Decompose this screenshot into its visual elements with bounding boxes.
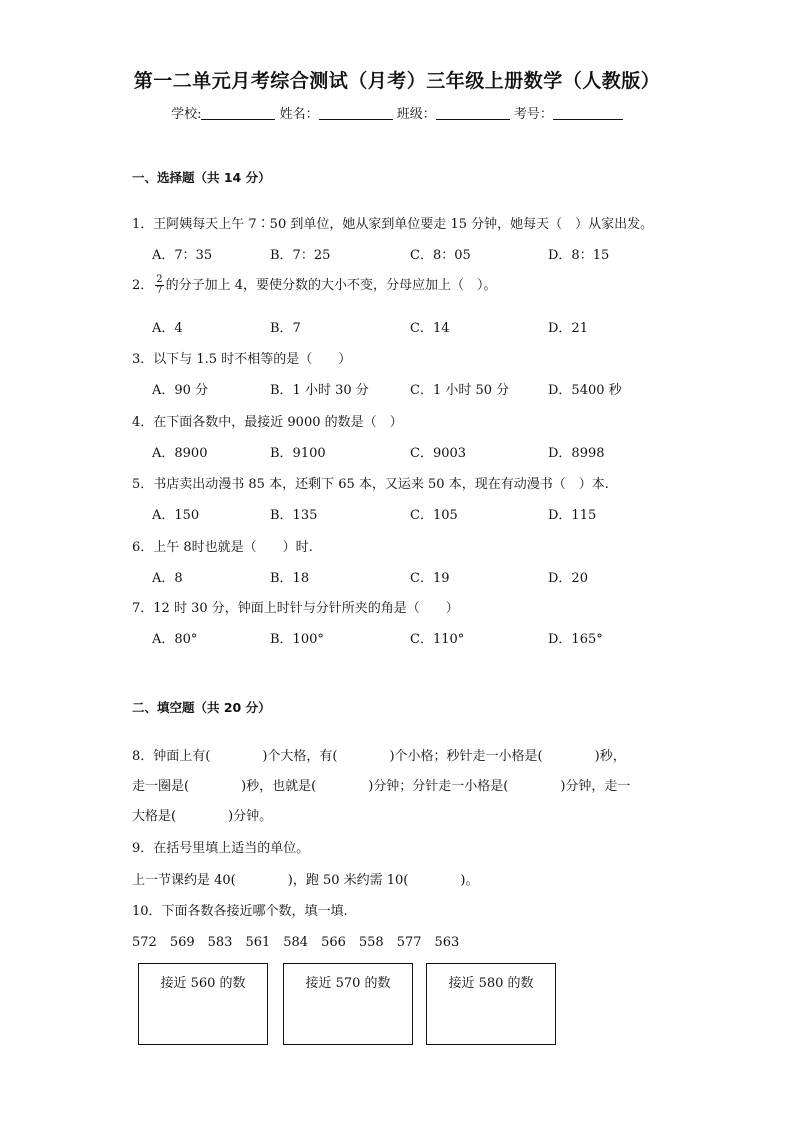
q10-number-list: 572 569 583 561 584 566 558 577 563 xyxy=(132,935,460,950)
answer-box-580 xyxy=(426,963,556,1045)
school-label: 学校: xyxy=(171,107,202,122)
q1-option-a: A．7：35 xyxy=(152,248,213,263)
q6-option-a: A．8 xyxy=(152,571,183,586)
q2-fraction-denominator: 7 xyxy=(156,285,163,296)
q2-option-c: C．14 xyxy=(410,321,450,336)
q7-option-c: C．110° xyxy=(410,632,465,647)
question-2 xyxy=(132,274,497,296)
q1-option-c: C．8：05 xyxy=(410,248,471,263)
q4-option-b: B．9100 xyxy=(270,446,326,461)
question-8-line-1: 8．钟面上有( )个大格，有( )个小格；秒针走一小格是( )秒， xyxy=(132,749,626,764)
name-blank xyxy=(319,106,393,120)
q3-option-c: C．1 小时 50 分 xyxy=(410,383,510,398)
q3-option-b: B．1 小时 30 分 xyxy=(270,383,369,398)
q5-option-a: A．150 xyxy=(152,508,200,523)
q4-option-c: C．9003 xyxy=(410,446,467,461)
answer-box-570-label: 接近 570 的数 xyxy=(305,976,391,991)
q2-fraction-numerator: 2 xyxy=(156,274,163,285)
q1-option-d: D．8：15 xyxy=(548,248,610,263)
q4-option-d: D．8998 xyxy=(548,446,605,461)
section-heading-fill: 二、填空题（共 20 分） xyxy=(132,700,271,715)
question-9-line: 上一节课约是 40( )，跑 50 米约需 10( )。 xyxy=(132,873,479,888)
question-4: 4．在下面各数中，最接近 9000 的数是（ ） xyxy=(132,415,403,430)
q7-option-d: D．165° xyxy=(548,632,603,647)
answer-box-580-label: 接近 580 的数 xyxy=(448,976,534,991)
answer-box-560-label: 接近 560 的数 xyxy=(160,976,246,991)
q6-option-c: C．19 xyxy=(410,571,450,586)
q2-fraction xyxy=(155,275,163,296)
name-label: 姓名： xyxy=(279,107,319,122)
class-label: 班级： xyxy=(396,107,436,122)
answer-box-560 xyxy=(138,963,268,1045)
q6-option-b: B．18 xyxy=(270,571,310,586)
question-8-line-3: 大格是( )分钟。 xyxy=(132,809,273,824)
q7-option-a: A．80° xyxy=(152,632,198,647)
question-5: 5．书店卖出动漫书 85 本，还剩下 65 本，又运来 50 本，现在有动漫书（ ）本. xyxy=(132,477,609,492)
q4-option-a: A．8900 xyxy=(152,446,208,461)
q7-option-b: B．100° xyxy=(270,632,324,647)
question-7: 7．12 时 30 分，钟面上时针与分针所夹的角是（ ） xyxy=(132,601,459,616)
q5-option-b: B．135 xyxy=(270,508,318,523)
question-8-line-2: 走一圈是( )秒，也就是( )分钟；分针走一小格是( )分钟，走一 xyxy=(132,779,631,794)
q5-option-c: C．105 xyxy=(410,508,458,523)
class-blank xyxy=(436,106,510,120)
number-blank xyxy=(553,106,623,120)
q2-option-b: B．7 xyxy=(270,321,301,336)
q2-option-a: A．4 xyxy=(152,321,183,336)
q3-option-a: A．90 分 xyxy=(152,383,209,398)
section-heading-choice: 一、选择题（共 14 分） xyxy=(132,170,271,185)
question-9: 9．在括号里填上适当的单位。 xyxy=(132,841,310,856)
page-title: 第一二单元月考综合测试（月考）三年级上册数学（人教版） xyxy=(133,70,661,92)
question-3: 3．以下与 1.5 时不相等的是（ ） xyxy=(132,352,352,367)
question-1: 1．王阿姨每天上午 7∶50 到单位，她从家到单位要走 15 分钟，她每天（ ）从家出发。 xyxy=(132,217,654,232)
question-10: 10．下面各数各接近哪个数，填一填. xyxy=(132,904,348,919)
number-label: 考号： xyxy=(513,107,553,122)
answer-box-570 xyxy=(283,963,413,1045)
q5-option-d: D．115 xyxy=(548,508,597,523)
question-6: 6．上午 8时也就是（ ）时. xyxy=(132,540,313,555)
student-info-line xyxy=(0,103,794,122)
q2-text: 的分子加上 4，要使分数的大小不变，分母应加上（ ）。 xyxy=(165,278,497,293)
q6-option-d: D．20 xyxy=(548,571,588,586)
school-blank xyxy=(201,106,275,120)
q2-prefix: 2． xyxy=(132,278,154,293)
q2-option-d: D．21 xyxy=(548,321,588,336)
q1-option-b: B．7：25 xyxy=(270,248,331,263)
q3-option-d: D．5400 秒 xyxy=(548,383,622,398)
